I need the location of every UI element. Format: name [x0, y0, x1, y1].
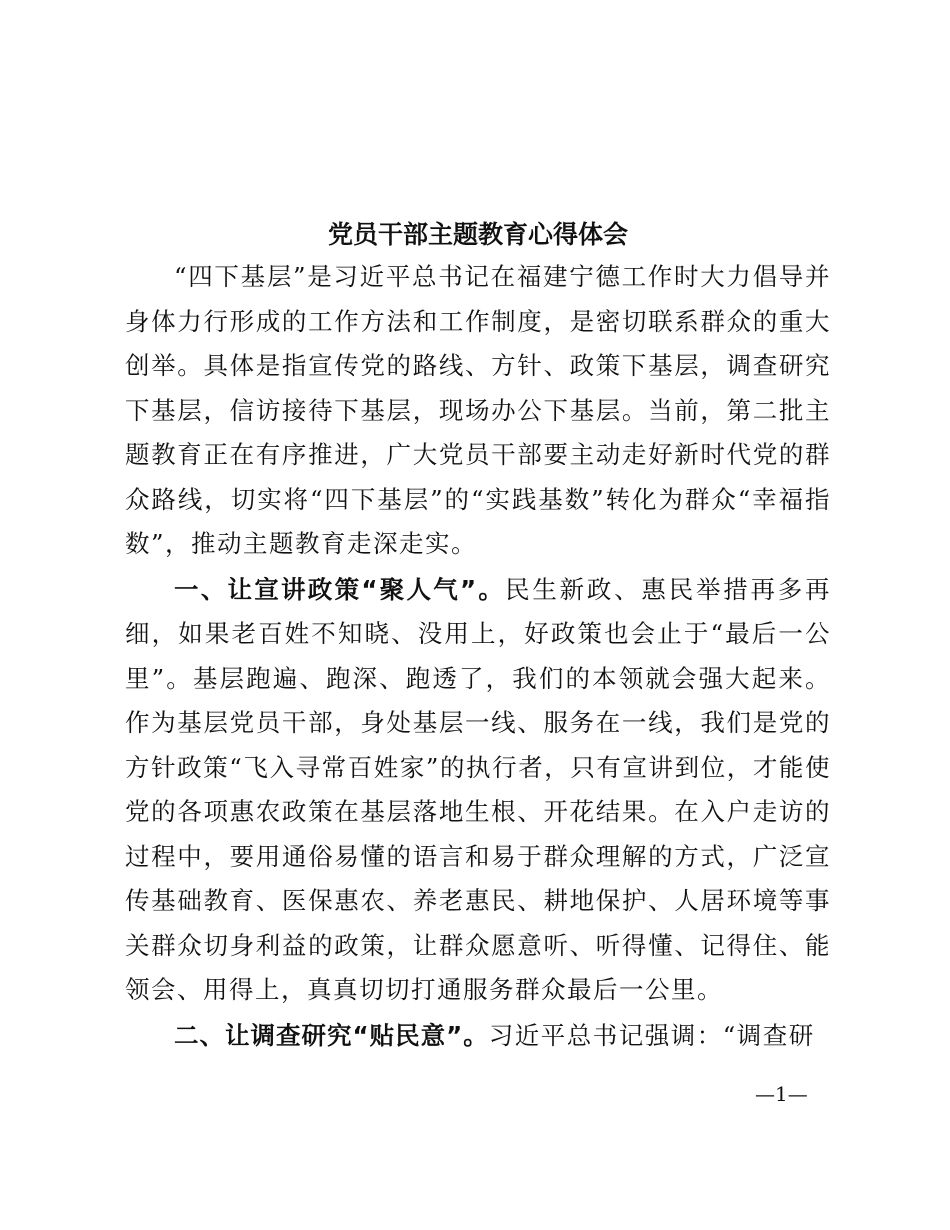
section-2-text: 习近平总书记强调：“调查研	[488, 1020, 815, 1050]
document-title: 党员干部主题教育心得体会	[327, 220, 628, 249]
section-2-heading: 二、让调查研究“贴民意”。	[174, 1020, 489, 1050]
paragraph-intro	[125, 255, 831, 567]
document-body	[125, 215, 831, 1058]
section-1-text: 民生新政、惠民举措再多再细，如果老百姓不知晓、没用上，好政策也会止于“最后一公里”。基层跑遍、跑深、跑透了，我们的本领就会强大起来。作为基层党员干部，身处基层一线、服务在一线，我们是党的方针政策“飞入寻常百姓家”的执行者，只有宣讲到位，才能使党的各项惠农政策在基层落地生根、开花结果。在入户走访的过程中，要用通俗易懂的语言和易于群众理解的方式，广泛宣传基础教育、医保惠农、养老惠民、耕地保护、人居环境等事关群众切身利益的政策，让群众愿意听、听得懂、记得住、能领会、用得上，真真切切打通服务群众最后一公里。	[125, 574, 832, 1004]
page-number: —1—	[755, 1082, 808, 1106]
paragraph-section-2	[125, 1014, 831, 1059]
section-1-heading: 一、让宣讲政策“聚人气”。	[174, 574, 506, 604]
paragraph-intro-text: “四下基层”是习近平总书记在福建宁德工作时大力倡导并身体力行形成的工作方法和工作制度，是密切联系群众的重大创举。具体是指宣传党的路线、方针、政策下基层，调查研究下基层，信访接待下基层，现场办公下基层。当前，第二批主题教育正在有序推进，广大党员干部要主动走好新时代党的群众路线，切实将“四下基层”的“实践基数”转化为群众“幸福指数”，推动主题教育走深走实。	[125, 262, 831, 558]
paragraph-section-1	[125, 568, 831, 1013]
